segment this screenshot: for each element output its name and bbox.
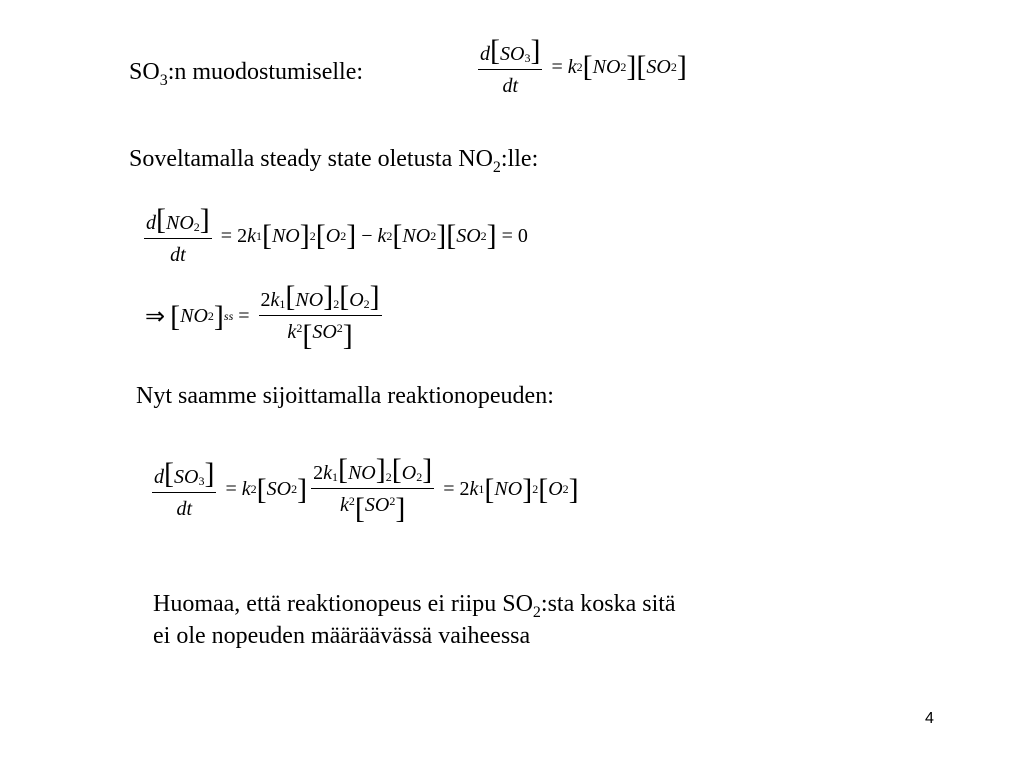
equation-final-rate: d [ SO $_3$ ] dt = k 2 [ SO 2 ] 2 k $_1$ [ NO ] $_2$ [ O $_2$ ] k $^2$ [ SO $^2$ ] = 2 k 1 [ NO ] 2 [ O 2 ] bbox=[154, 453, 579, 525]
note-line-2: ei ole nopeuden määräävässä vaiheessa bbox=[153, 623, 531, 649]
equation-so3-rate: d [ SO $_3$ ] dt = k 2 [ NO 2 ] [ SO 2 ] bbox=[480, 34, 687, 97]
note-line-1: Huomaa, että reaktionopeus ei riipu $SO_2:sta$ koska sitä bbox=[153, 591, 676, 621]
page-number: 4 bbox=[925, 710, 934, 727]
steady-state-label: Soveltamalla steady state oletusta $NO_2:lle$: bbox=[129, 146, 539, 176]
equation-no2-balance: d [ NO $_2$ ] dt = 2 k 1 [ NO ] 2 [ O 2 ] − k 2 [ NO 2 ] [ SO 2 ] = 0 bbox=[146, 203, 528, 266]
derivative-fraction: d [ SO $_3$ ] dt bbox=[480, 34, 541, 97]
equation-no2-steady-state: ⇒ [ NO 2 ] ss = 2 k $_1$ [ NO ] $_2$ [ O $_2$ ] k $^2$ [ SO $^2$ ] bbox=[145, 280, 380, 352]
substitution-label: Nyt saamme sijoittamalla reaktionopeuden: bbox=[136, 383, 554, 409]
so3-formation-label: $SO_3:n$ muodostumiselle: bbox=[129, 59, 364, 89]
